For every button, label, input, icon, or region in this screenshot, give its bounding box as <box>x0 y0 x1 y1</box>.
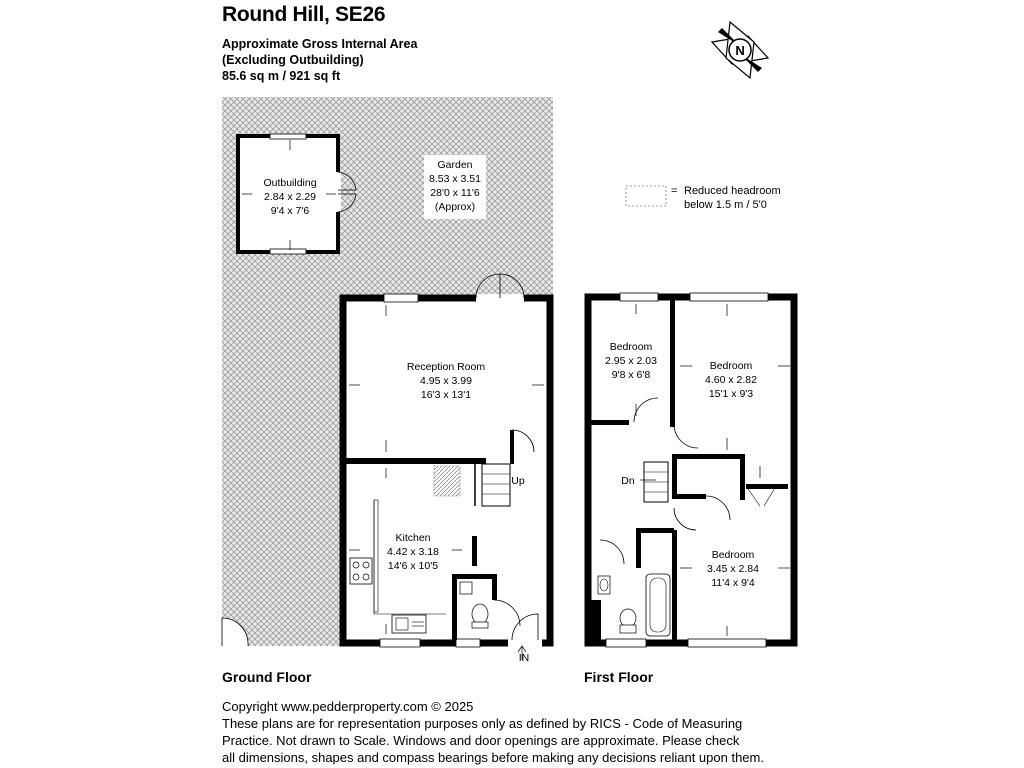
bedroom-large-imperial: 15'1 x 9'3 <box>708 388 754 400</box>
sink-icon <box>392 615 426 633</box>
bedroom-small-metric: 2.95 x 2.03 <box>605 355 657 367</box>
bath-icon <box>646 574 670 636</box>
disclaimer <box>222 698 764 766</box>
first-floor-plan <box>588 293 794 647</box>
bedroom-large-name: Bedroom <box>709 360 753 372</box>
legend <box>626 185 781 211</box>
garden-imperial: 28'0 x 11'6 <box>430 187 480 199</box>
first-stairs-down: Dn <box>621 475 635 487</box>
bedroom-rear-metric: 3.45 x 2.84 <box>707 563 759 575</box>
reduced-headroom-swatch <box>626 186 666 206</box>
disclaimer-line-1: These plans are for representation purposes only as defined by RICS - Code of Measuring <box>222 716 743 731</box>
entrance-label: IN <box>518 652 530 664</box>
reception-name: Reception Room <box>406 361 486 373</box>
bedroom-large-metric: 4.60 x 2.82 <box>705 374 757 386</box>
legend-line-2: below 1.5 m / 5'0 <box>684 199 767 211</box>
kitchen-name: Kitchen <box>395 532 431 544</box>
bedroom-small-imperial: 9'8 x 6'8 <box>611 369 651 381</box>
area-line-1: Approximate Gross Internal Area <box>222 37 418 51</box>
ground-floor-plan <box>222 97 553 664</box>
bedroom-small-name: Bedroom <box>609 341 653 353</box>
area-line-3: 85.6 sq m / 921 sq ft <box>222 69 341 83</box>
legend-equals: = <box>671 185 678 197</box>
garden-approx: (Approx) <box>434 201 476 213</box>
ground-stairs-up: Up <box>511 475 525 487</box>
kitchen-imperial: 14'6 x 10'5 <box>387 560 439 572</box>
ground-floor-label: Ground Floor <box>222 669 312 685</box>
reception-imperial: 16'3 x 13'1 <box>420 389 472 401</box>
bedroom-rear-name: Bedroom <box>711 549 755 561</box>
outbuilding-metric: 2.84 x 2.29 <box>264 191 316 203</box>
first-stairs <box>640 462 668 502</box>
garden-name: Garden <box>437 159 473 171</box>
first-floor-label: First Floor <box>584 669 654 685</box>
reception-metric: 4.95 x 3.99 <box>420 375 472 387</box>
toilet-upstairs-icon <box>620 609 636 633</box>
copyright-line: Copyright www.pedderproperty.com © 2025 <box>222 699 474 714</box>
compass-icon <box>712 22 768 78</box>
legend-line-1: Reduced headroom <box>684 185 781 197</box>
basin-icon <box>598 576 610 594</box>
compass-letter: N <box>735 43 745 58</box>
disclaimer-line-3: all dimensions, shapes and compass bearings before making any decisions reliant upon them. <box>222 750 764 765</box>
disclaimer-line-2: Practice. Not drawn to Scale. Windows and door openings are approximate. Please check <box>222 733 740 748</box>
page-title: Round Hill, SE26 <box>222 3 386 26</box>
outbuilding-imperial: 9'4 x 7'6 <box>270 205 310 217</box>
kitchen-metric: 4.42 x 3.18 <box>387 546 439 558</box>
outbuilding-name: Outbuilding <box>263 177 317 189</box>
bedroom-rear-imperial: 11'4 x 9'4 <box>711 577 755 589</box>
hob-icon <box>350 558 372 584</box>
area-line-2: (Excluding Outbuilding) <box>222 53 364 67</box>
garden-metric: 8.53 x 3.51 <box>429 173 481 185</box>
